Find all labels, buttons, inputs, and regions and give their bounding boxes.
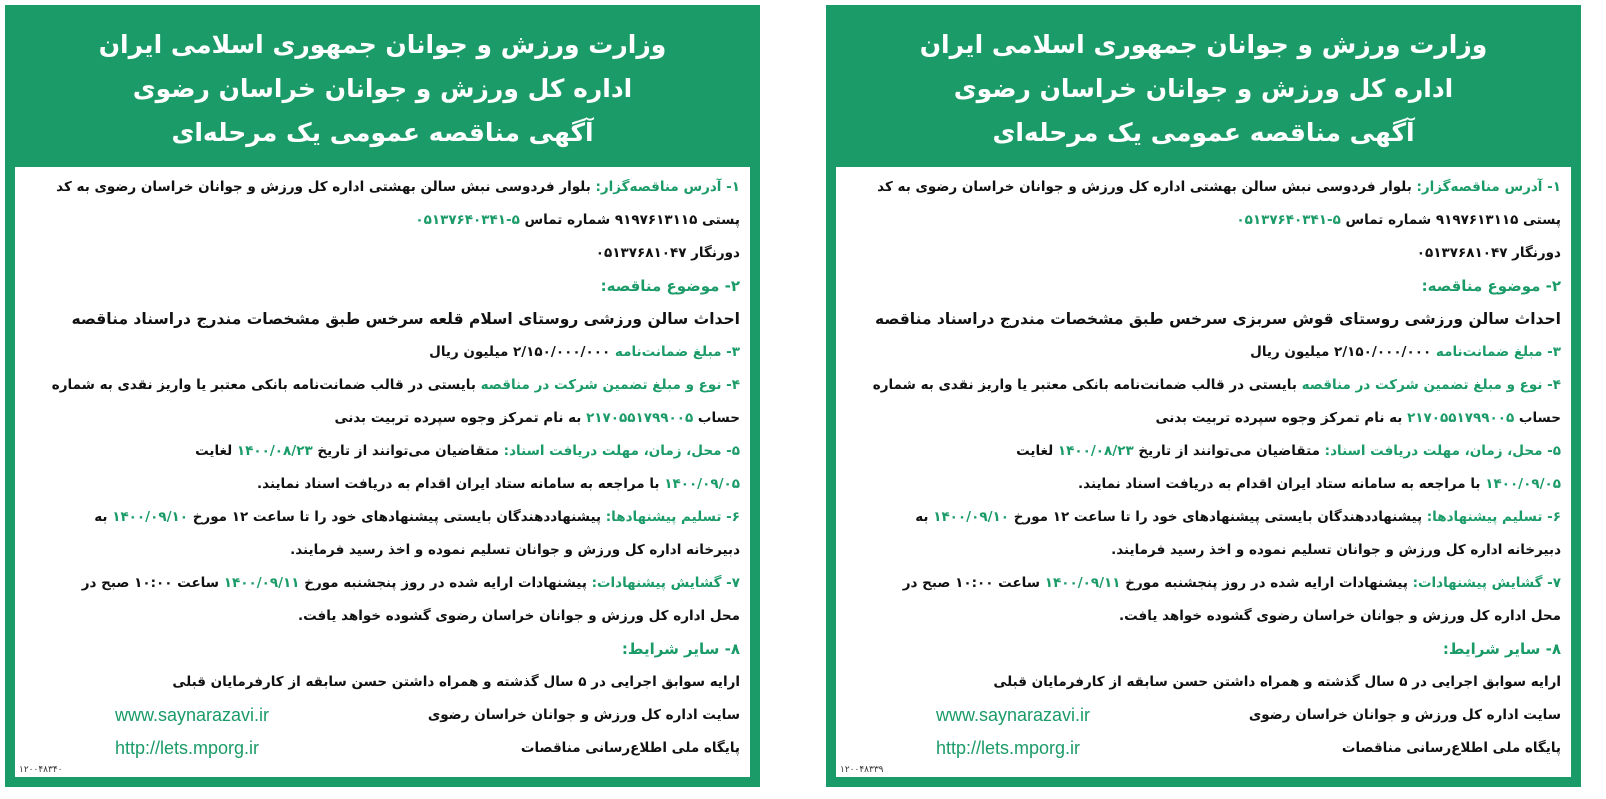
opening-date: ۱۴۰۰/۰۹/۱۱ xyxy=(1044,575,1121,591)
section-3-text: ۲/۱۵۰/۰۰۰/۰۰۰ میلیون ریال xyxy=(429,344,611,360)
section-6-text-b: به xyxy=(915,509,929,525)
section-3-label: ۳- مبلغ ضمانت‌نامه xyxy=(1435,344,1561,360)
section-7-text-b: ساعت ۱۰:۰۰ صبح در xyxy=(81,575,220,591)
ministry-title: وزارت ورزش و جوانان جمهوری اسلامی ایران xyxy=(98,30,667,59)
portal-label: پایگاه ملی اطلاع‌رسانی مناقصات xyxy=(520,740,740,756)
portal-label: پایگاه ملی اطلاع‌رسانی مناقصات xyxy=(1341,740,1561,756)
section-4-text: بایستی در قالب ضمانت‌نامه بانکی معتبر یا واریز نقدی به شماره xyxy=(51,377,476,393)
section-5-line-1 xyxy=(846,435,1561,468)
section-5-text-b: لغایت xyxy=(195,443,233,459)
ad-body xyxy=(836,167,1571,799)
section-4-label: ۴- نوع و مبلغ تضمین شرکت در مناقصه xyxy=(480,377,740,393)
account-prefix: حساب xyxy=(697,410,740,426)
links-block xyxy=(25,699,740,799)
section-8-label: ۸- سایر شرایط: xyxy=(621,640,740,658)
section-1-label: ۱- آدرس مناقصه‌گزار: xyxy=(1416,179,1561,195)
portal-row xyxy=(25,732,740,765)
section-6-line-2: دبیرخانه اداره کل ورزش و جوانان تسلیم نموده و اخذ رسید فرمایند. xyxy=(1111,542,1561,558)
section-3-line xyxy=(25,336,740,369)
account-owner: به نام تمرکز وجوه سپرده تربیت بدنی xyxy=(1155,410,1403,426)
ad-body xyxy=(15,167,750,799)
section-7-text-a: پیشنهادات ارایه شده در روز پنجشنبه مورخ xyxy=(304,575,587,591)
section-4-label: ۴- نوع و مبلغ تضمین شرکت در مناقصه xyxy=(1301,377,1561,393)
section-3-line xyxy=(846,336,1561,369)
section-6-label: ۶- تسلیم پیشنهادها: xyxy=(1426,509,1561,525)
site-row xyxy=(25,699,740,732)
department-title: اداره کل ورزش و جوانان خراسان رضوی xyxy=(953,74,1454,103)
department-title: اداره کل ورزش و جوانان خراسان رضوی xyxy=(132,74,633,103)
portal-url-link[interactable]: http://lets.mporg.ir xyxy=(936,738,1081,758)
section-6-line-1 xyxy=(25,501,740,534)
section-7-label: ۷- گشایش پیشنهادات: xyxy=(1412,575,1561,591)
submission-date: ۱۴۰۰/۰۹/۱۰ xyxy=(112,509,188,525)
postal-text: پستی ۹۱۹۷۶۱۳۱۱۵ شماره تماس xyxy=(1345,212,1561,228)
section-5-text-b: لغایت xyxy=(1016,443,1054,459)
section-1-line-1 xyxy=(846,171,1561,204)
section-6-line-1 xyxy=(846,501,1561,534)
end-date: ۱۴۰۰/۰۹/۰۵ xyxy=(664,476,740,492)
section-7-text-b: ساعت ۱۰:۰۰ صبح در xyxy=(902,575,1041,591)
portal-url-link[interactable]: http://lets.mporg.ir xyxy=(115,738,260,758)
section-7-label: ۷- گشایش پیشنهادات: xyxy=(591,575,740,591)
section-5-line-2 xyxy=(846,468,1561,501)
postal-text: پستی ۹۱۹۷۶۱۳۱۱۵ شماره تماس xyxy=(524,212,740,228)
section-1-text: بلوار فردوسی نبش سالن بهشتی اداره کل ورزش و جوانان خراسان رضوی به کد xyxy=(877,179,1412,195)
section-5-line-2 xyxy=(25,468,740,501)
ad-code: ۱۲۰۰۴۸۳۴۰ xyxy=(19,765,63,775)
section-1-label: ۱- آدرس مناقصه‌گزار: xyxy=(595,179,740,195)
tender-ad-right xyxy=(826,5,1581,787)
section-8-text: ارایه سوابق اجرایی در ۵ سال گذشته و همراه داشتن حسن سابقه از کارفرمایان قبلی xyxy=(172,674,740,690)
section-1-line-2 xyxy=(25,204,740,237)
section-5-label: ۵- محل، زمان، مهلت دریافت اسناد: xyxy=(1324,443,1561,459)
account-prefix: حساب xyxy=(1518,410,1561,426)
portal-row xyxy=(846,732,1561,765)
section-1-line-1 xyxy=(25,171,740,204)
section-7-line-1 xyxy=(846,567,1561,600)
section-4-line-1 xyxy=(25,369,740,402)
account-owner: به نام تمرکز وجوه سپرده تربیت بدنی xyxy=(334,410,582,426)
opening-date: ۱۴۰۰/۰۹/۱۱ xyxy=(223,575,300,591)
section-5-line-1 xyxy=(25,435,740,468)
start-date: ۱۴۰۰/۰۸/۲۳ xyxy=(1057,443,1134,459)
section-7-line-2: محل اداره کل ورزش و جوانان خراسان رضوی گشوده خواهد یافت. xyxy=(298,608,740,624)
section-4-line-2 xyxy=(25,402,740,435)
section-5-text-c: با مراجعه به سامانه ستاد ایران اقدام به دریافت اسناد نمایند. xyxy=(1078,476,1481,492)
section-4-text: بایستی در قالب ضمانت‌نامه بانکی معتبر یا واریز نقدی به شماره xyxy=(872,377,1297,393)
section-5-text-a: متقاضیان می‌توانند از تاریخ xyxy=(1138,443,1320,459)
site-label: سایت اداره کل ورزش و جوانان خراسان رضوی xyxy=(1248,707,1561,723)
account-number: ۲۱۷۰۵۵۱۷۹۹۰۰۵ xyxy=(586,410,694,426)
section-6-line-2: دبیرخانه اداره کل ورزش و جوانان تسلیم نموده و اخذ رسید فرمایند. xyxy=(290,542,740,558)
site-label: سایت اداره کل ورزش و جوانان خراسان رضوی xyxy=(427,707,740,723)
end-date: ۱۴۰۰/۰۹/۰۵ xyxy=(1485,476,1561,492)
fax-line: دورنگار ۰۵۱۳۷۶۸۱۰۴۷ xyxy=(1416,245,1561,261)
ministry-title: وزارت ورزش و جوانان جمهوری اسلامی ایران xyxy=(919,30,1488,59)
site-url-link[interactable]: www.saynarazavi.ir xyxy=(936,705,1091,725)
section-8-text: ارایه سوابق اجرایی در ۵ سال گذشته و همراه داشتن حسن سابقه از کارفرمایان قبلی xyxy=(993,674,1561,690)
section-7-text-a: پیشنهادات ارایه شده در روز پنجشنبه مورخ xyxy=(1125,575,1408,591)
section-4-line-2 xyxy=(846,402,1561,435)
ad-header xyxy=(836,15,1571,167)
section-3-text: ۲/۱۵۰/۰۰۰/۰۰۰ میلیون ریال xyxy=(1250,344,1432,360)
section-1-line-2 xyxy=(846,204,1561,237)
start-date: ۱۴۰۰/۰۸/۲۳ xyxy=(236,443,313,459)
section-6-text-b: به xyxy=(94,509,108,525)
submission-date: ۱۴۰۰/۰۹/۱۰ xyxy=(933,509,1009,525)
notice-title: آگهی مناقصه عمومی یک مرحله‌ای xyxy=(992,118,1415,147)
phone-number: ۰۵۱۳۷۶۴۰۳۴۱-۵ xyxy=(1236,212,1341,228)
section-2-text: احداث سالن ورزشی روستای اسلام قلعه سرخس طبق مشخصات مندرج دراسناد مناقصه xyxy=(71,310,740,328)
section-5-label: ۵- محل، زمان، مهلت دریافت اسناد: xyxy=(503,443,740,459)
account-number: ۲۱۷۰۵۵۱۷۹۹۰۰۵ xyxy=(1407,410,1515,426)
section-5-text-a: متقاضیان می‌توانند از تاریخ xyxy=(317,443,499,459)
ad-header xyxy=(15,15,750,167)
tender-ad-left xyxy=(5,5,760,787)
section-2-label: ۲- موضوع مناقصه: xyxy=(1421,277,1561,295)
section-7-line-2: محل اداره کل ورزش و جوانان خراسان رضوی گشوده خواهد یافت. xyxy=(1119,608,1561,624)
section-1-text: بلوار فردوسی نبش سالن بهشتی اداره کل ورزش و جوانان خراسان رضوی به کد xyxy=(56,179,591,195)
section-4-line-1 xyxy=(846,369,1561,402)
section-5-text-c: با مراجعه به سامانه ستاد ایران اقدام به دریافت اسناد نمایند. xyxy=(257,476,660,492)
section-2-label: ۲- موضوع مناقصه: xyxy=(600,277,740,295)
links-block xyxy=(846,699,1561,799)
section-6-text-a: پیشنهاددهندگان بایستی پیشنهادهای خود را تا ساعت ۱۲ مورخ xyxy=(1013,509,1423,525)
section-3-label: ۳- مبلغ ضمانت‌نامه xyxy=(614,344,740,360)
section-6-text-a: پیشنهاددهندگان بایستی پیشنهادهای خود را تا ساعت ۱۲ مورخ xyxy=(192,509,602,525)
section-8-label: ۸- سایر شرایط: xyxy=(1442,640,1561,658)
section-2-text: احداث سالن ورزشی روستای قوش سربزی سرخس طبق مشخصات مندرج دراسناد مناقصه xyxy=(874,310,1561,328)
phone-number: ۰۵۱۳۷۶۴۰۳۴۱-۵ xyxy=(415,212,520,228)
section-6-label: ۶- تسلیم پیشنهادها: xyxy=(605,509,740,525)
site-row xyxy=(846,699,1561,732)
site-url-link[interactable]: www.saynarazavi.ir xyxy=(115,705,270,725)
ad-code: ۱۲۰۰۴۸۳۳۹ xyxy=(840,765,884,775)
section-7-line-1 xyxy=(25,567,740,600)
fax-line: دورنگار ۰۵۱۳۷۶۸۱۰۴۷ xyxy=(595,245,740,261)
notice-title: آگهی مناقصه عمومی یک مرحله‌ای xyxy=(171,118,594,147)
